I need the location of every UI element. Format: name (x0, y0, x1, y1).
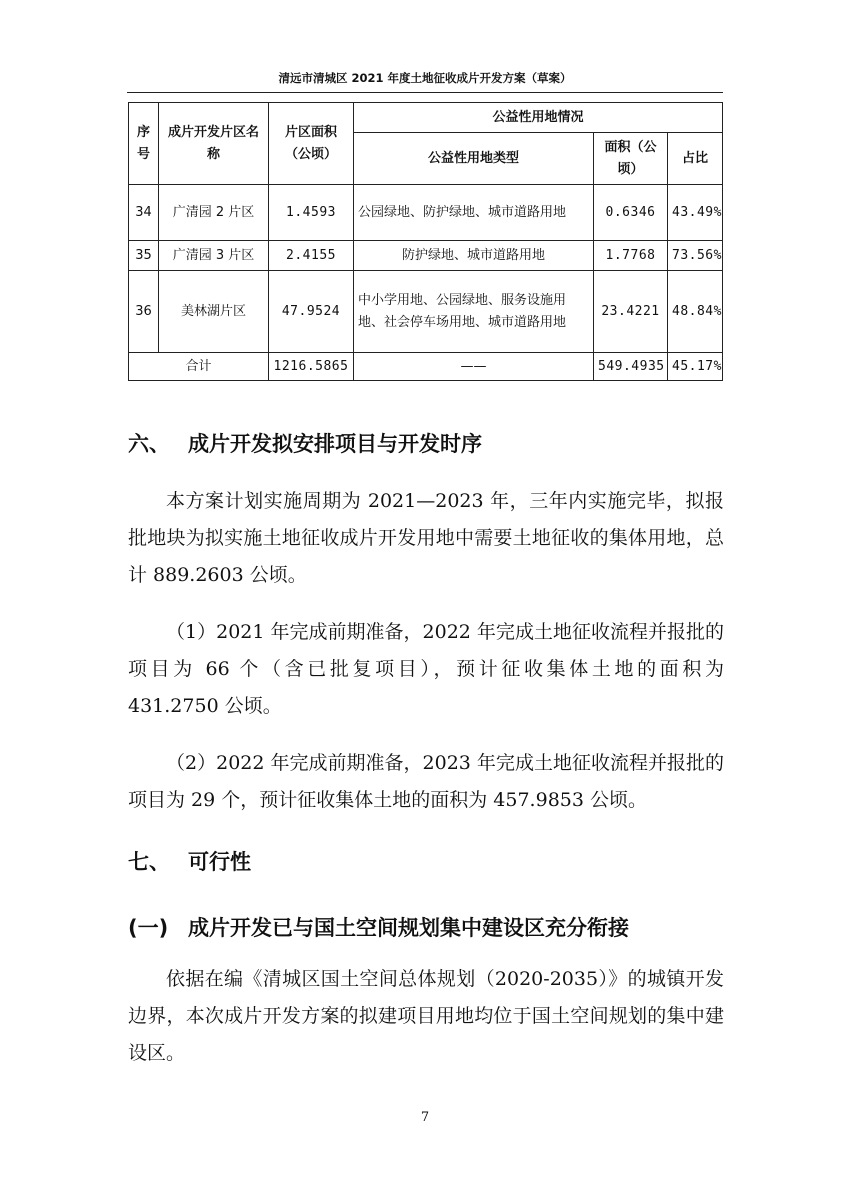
cell-ratio: 48.84% (668, 271, 723, 353)
section-7-number: 七、 (128, 850, 170, 874)
cell-type: 防护绿地、城市道路用地 (354, 241, 594, 271)
section-7-title: 可行性 (188, 850, 251, 874)
header-area: 片区面积（公顷） (269, 103, 354, 185)
cell-ratio: 73.56% (668, 241, 723, 271)
section-7-heading (128, 846, 251, 876)
cell-area: 1.4593 (269, 185, 354, 241)
cell-seq: 35 (129, 241, 159, 271)
section-6-number: 六、 (128, 432, 170, 456)
cell-seq: 34 (129, 185, 159, 241)
cell-type: 公园绿地、防护绿地、城市道路用地 (354, 185, 594, 241)
section-6-paragraph-1: 本方案计划实施周期为 2021—2023 年，三年内实施完毕，拟报批地块为拟实施土地征收成片开发用地中需要土地征收的集体用地，总计 889.2603 公顷。 (128, 490, 724, 586)
header-public-group: 公益性用地情况 (354, 103, 723, 133)
section-7-1-title: 成片开发已与国土空间规划集中建设区充分衔接 (188, 916, 629, 940)
section-6-paragraph-3: （2）2022 年完成前期准备，2023 年完成土地征收流程并报批的项目为 29 个，预计征收集体土地的面积为 457.9853 公顷。 (128, 752, 724, 811)
table-row (129, 241, 723, 271)
table-row (129, 185, 723, 241)
cell-name: 广清园 2 片区 (159, 185, 269, 241)
table-total-row (129, 353, 723, 381)
header-ratio: 占比 (668, 133, 723, 185)
section-7-1-heading (128, 912, 629, 942)
cell-type: 中小学用地、公园绿地、服务设施用地、社会停车场用地、城市道路用地 (354, 271, 594, 353)
cell-ratio: 43.49% (668, 185, 723, 241)
document-header-title: 清远市清城区 2021 年度土地征收成片开发方案（草案） (278, 71, 572, 85)
section-6-heading (128, 428, 482, 458)
table-row (129, 271, 723, 353)
total-ratio: 45.17% (668, 353, 723, 381)
cell-public-area: 0.6346 (594, 185, 668, 241)
section-7-1-number: (一) (128, 916, 169, 940)
cell-area: 2.4155 (269, 241, 354, 271)
table-header-row (129, 103, 723, 133)
cell-name: 广清园 3 片区 (159, 241, 269, 271)
cell-name: 美林湖片区 (159, 271, 269, 353)
page-number: 7 (420, 1110, 430, 1125)
cell-seq: 36 (129, 271, 159, 353)
total-type: —— (354, 353, 594, 381)
cell-public-area: 23.4221 (594, 271, 668, 353)
header-seq: 序号 (129, 103, 159, 185)
header-public-type: 公益性用地类型 (354, 133, 594, 185)
header-public-area: 面积（公顷） (594, 133, 668, 185)
header-name: 成片开发片区名称 (159, 103, 269, 185)
total-public-area: 549.4935 (594, 353, 668, 381)
cell-public-area: 1.7768 (594, 241, 668, 271)
public-land-table (128, 102, 723, 381)
section-6-paragraph-2: （1）2021 年完成前期准备，2022 年完成土地征收流程并报批的项目为 66 个（含已批复项目），预计征收集体土地的面积为 431.2750 公顷。 (128, 621, 724, 717)
section-6-title: 成片开发拟安排项目与开发时序 (188, 432, 482, 456)
cell-area: 47.9524 (269, 271, 354, 353)
section-7-paragraph-1: 依据在编《清城区国土空间总体规划（2020-2035）》的城镇开发边界，本次成片开发方案的拟建项目用地均位于国土空间规划的集中建设区。 (128, 968, 724, 1064)
total-area: 1216.5865 (269, 353, 354, 381)
header-divider (127, 92, 723, 93)
total-label: 合计 (129, 353, 269, 381)
